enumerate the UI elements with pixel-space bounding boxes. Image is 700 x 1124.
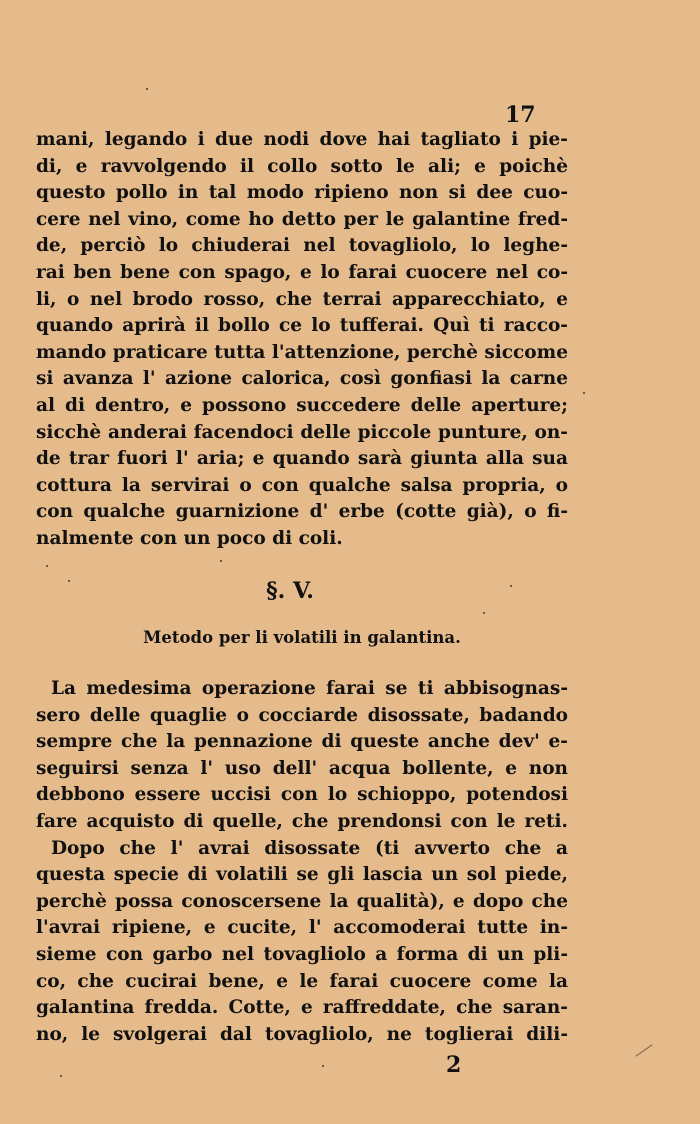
print-speck <box>483 612 485 614</box>
paragraph-2 <box>36 676 568 1048</box>
text-line: galantina fredda. Cotte, e raffreddate, che saran- <box>36 997 568 1019</box>
text-line: mando praticare tutta l'attenzione, perchè siccome <box>36 341 568 363</box>
text-line: rai ben bene con spago, e lo farai cuocere nel co- <box>36 261 568 283</box>
text-line: si avanza l' azione calorica, così gonfiasi la carne <box>36 368 568 390</box>
text-line: li, o nel brodo rosso, che terrai apparecchiato, e <box>36 288 568 310</box>
text-line: Dopo che l' avrai disossate (ti avverto che a <box>51 837 568 859</box>
text-line: di, e ravvolgendo il collo sotto le ali; e poichè <box>36 155 568 177</box>
text-line: sicchè anderai facendoci delle piccole punture, on- <box>36 421 568 443</box>
text-line: sempre che la pennazione di queste anche dev' e- <box>36 731 568 753</box>
text-line: fare acquisto di quelle, che prendonsi con le reti. <box>36 810 568 832</box>
text-line: mani, legando i due nodi dove hai tagliato i pie- <box>36 129 568 150</box>
text-line: debbono essere uccisi con lo schioppo, potendosi <box>36 784 568 806</box>
text-line: sero delle quaglie o cocciarde disossate, badando <box>36 704 568 726</box>
print-speck <box>146 88 148 90</box>
print-speck <box>68 580 70 582</box>
text-line: l'avrai ripiene, e cucite, l' accomoderai tutte in- <box>36 917 568 939</box>
text-line: co, che cucirai bene, e le farai cuocere come la <box>36 970 568 992</box>
text-line: quando aprirà il bollo ce lo tufferai. Quì ti racco- <box>36 315 568 337</box>
text-line: con qualche guarnizione d' erbe (cotte già), o fi- <box>36 501 568 523</box>
print-speck <box>60 1075 62 1077</box>
paragraph-1 <box>36 127 568 553</box>
print-speck <box>510 585 512 587</box>
text-line: La medesima operazione farai se ti abbisognas- <box>51 678 568 699</box>
print-stroke <box>636 1044 653 1056</box>
print-speck <box>46 565 48 567</box>
text-line: sieme con garbo nel tovagliolo a forma di un pli- <box>36 943 568 965</box>
text-line: cottura la servirai o con qualche salsa propria, o <box>36 474 568 496</box>
text-line: questo pollo in tal modo ripieno non si dee cuo- <box>36 182 568 204</box>
text-line: de trar fuori l' aria; e quando sarà giunta alla sua <box>36 448 568 470</box>
text-line: no, le svolgerai dal tovagliolo, ne toglierai dili- <box>36 1023 568 1045</box>
text-line: perchè possa conoscersene la qualità), e dopo che <box>36 890 568 912</box>
text-line: cere nel vino, come ho detto per le galantine fred- <box>36 208 568 230</box>
print-speck <box>583 392 585 394</box>
text-line: al di dentro, e possono succedere delle aperture; <box>36 394 568 416</box>
text-line: seguirsi senza l' uso dell' acqua bollente, e non <box>36 757 568 779</box>
signature-mark: 2 <box>446 1052 462 1078</box>
section-title: Metodo per li volatili in galantina. <box>143 628 461 647</box>
text-line: de, perciò lo chiuderai nel tovagliolo, lo leghe- <box>36 235 568 257</box>
text-line: nalmente con un poco di coli. <box>36 527 343 549</box>
text-line: questa specie di volatili se gli lascia un sol piede, <box>36 864 568 886</box>
page-number: 17 <box>505 102 536 128</box>
print-speck <box>322 1065 324 1067</box>
section-number: §. V. <box>266 578 314 604</box>
print-speck <box>220 560 222 562</box>
